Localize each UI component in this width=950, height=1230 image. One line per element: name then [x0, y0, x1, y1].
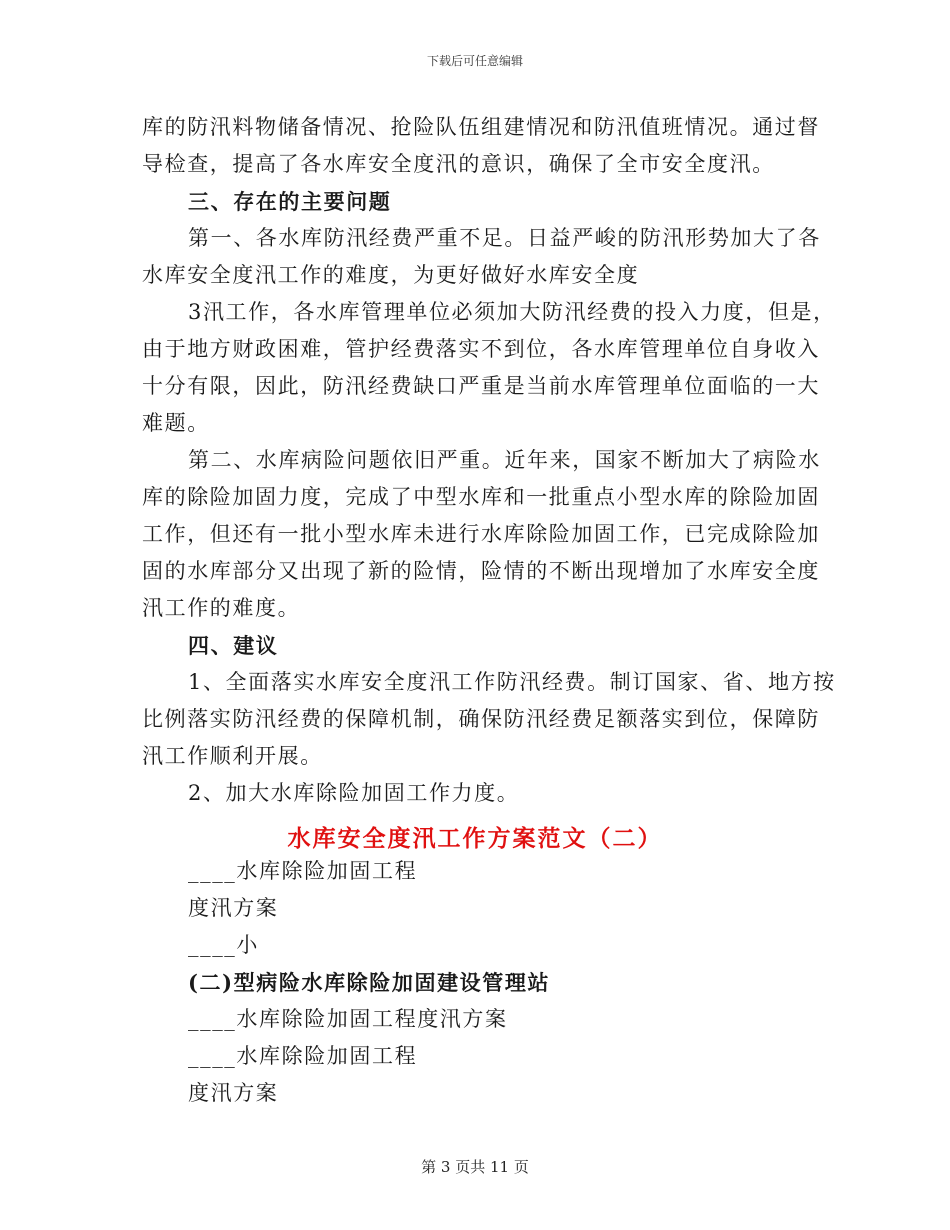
paragraph-line: 汛工作顺利开展。 [142, 744, 323, 768]
paragraph-line: 度汛方案 [188, 896, 279, 920]
paragraph-line: 库的防汛料物储备情况、抢险队伍组建情况和防汛值班情况。通过督 [142, 115, 820, 139]
paragraph-line: 由于地方财政困难，管护经费落实不到位，各水库管理单位自身收入 [142, 337, 820, 361]
paragraph-line: 度汛方案 [188, 1081, 279, 1105]
paragraph-line: 汛工作的难度。 [142, 596, 301, 620]
paragraph-line: 难题。 [142, 411, 210, 435]
paragraph-line: 1、全面落实水库安全度汛工作防汛经费。制订国家、省、地方按 [188, 670, 836, 694]
paragraph-line: 工作，但还有一批小型水库未进行水库除险加固工作，已完成除险加 [142, 522, 820, 546]
paragraph-line: ____水库除险加固工程 [188, 1044, 418, 1068]
paragraph-line: ____小 [188, 933, 259, 957]
section-heading: 三、存在的主要问题 [188, 189, 392, 214]
paragraph-line: ____水库除险加固工程度汛方案 [188, 1007, 508, 1031]
paragraph-line: ____水库除险加固工程 [188, 859, 418, 883]
paragraph-line: 十分有限，因此，防汛经费缺口严重是当前水库管理单位面临的一大 [142, 374, 820, 398]
paragraph-line: 2、加大水库除险加固工作力度。 [188, 781, 520, 805]
paragraph-line: 库的除险加固力度，完成了中型水库和一批重点小型水库的除险加固 [142, 485, 820, 509]
paragraph-line: 第二、水库病险问题依旧严重。近年来，国家不断加大了病险水 [188, 448, 821, 472]
paragraph-line: 比例落实防汛经费的保障机制，确保防汛经费足额落实到位，保障防 [142, 707, 820, 731]
paragraph-line: 水库安全度汛工作的难度，为更好做好水库安全度 [142, 263, 640, 287]
paragraph-line: 导检查，提高了各水库安全度汛的意识，确保了全市安全度汛。 [142, 152, 775, 176]
page-header: 下载后可任意编辑 [426, 54, 523, 68]
paragraph-line: 第一、各水库防汛经费严重不足。日益严峻的防汛形势加大了各 [188, 226, 821, 250]
paragraph-line: 固的水库部分又出现了新的险情，险情的不断出现增加了水库安全度 [142, 559, 820, 583]
page-number: 第 3 页共 11 页 [421, 1158, 529, 1176]
subsection-heading: (二)型病险水库除险加固建设管理站 [188, 970, 551, 995]
section-title: 水库安全度汛工作方案范文（二） [287, 825, 663, 852]
section-heading: 四、建议 [188, 633, 279, 658]
paragraph-line: 3汛工作，各水库管理单位必须加大防汛经费的投入力度，但是， [188, 300, 836, 324]
